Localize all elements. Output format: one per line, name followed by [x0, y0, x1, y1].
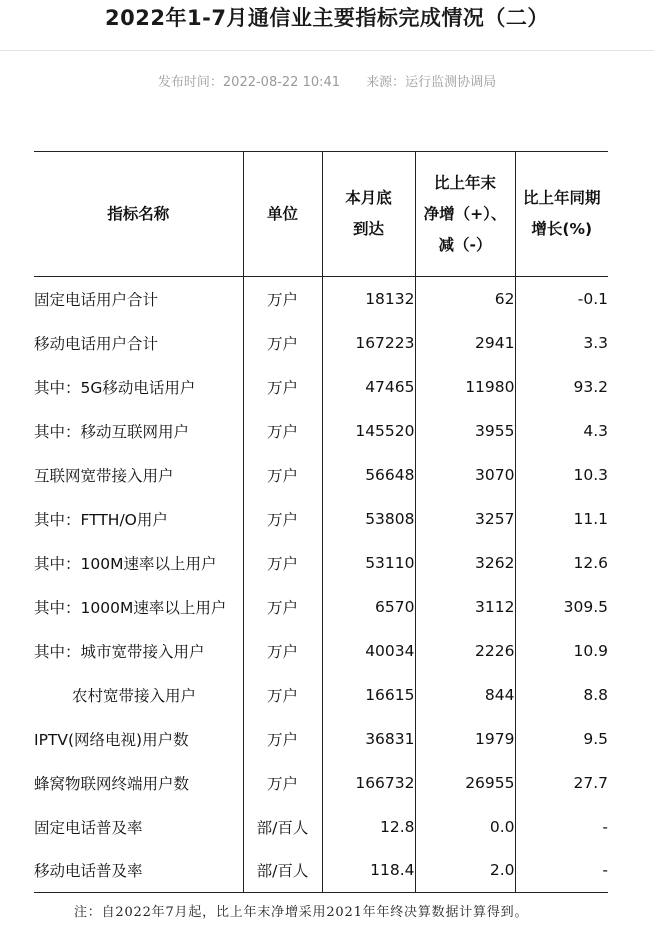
table-row	[34, 629, 608, 673]
unit-cell: 万户	[243, 409, 322, 453]
current-value: 118.4	[322, 849, 415, 893]
net-change-value: 3070	[415, 453, 515, 497]
net-change-value: 2226	[415, 629, 515, 673]
current-value: 167223	[322, 321, 415, 365]
page-title: 2022年1-7月通信业主要指标完成情况（二）	[105, 6, 549, 30]
table-row	[34, 717, 608, 761]
net-change-value: 62	[415, 277, 515, 321]
current-value: 18132	[322, 277, 415, 321]
table-row	[34, 365, 608, 409]
current-value: 56648	[322, 453, 415, 497]
unit-cell: 万户	[243, 453, 322, 497]
indicator-name: 固定电话普及率	[34, 818, 143, 837]
yoy-growth-value: -0.1	[515, 277, 608, 321]
header-unit: 单位	[243, 152, 322, 277]
net-change-value: 844	[415, 673, 515, 717]
article-meta	[0, 71, 654, 90]
indicator-name: IPTV(网络电视)用户数	[34, 730, 189, 749]
table-row	[34, 277, 608, 321]
yoy-growth-value: 8.8	[515, 673, 608, 717]
net-change-value: 0.0	[415, 805, 515, 849]
indicator-name: 其中：5G移动电话用户	[34, 378, 196, 397]
indicator-table	[34, 151, 608, 893]
unit-cell: 万户	[243, 717, 322, 761]
header-name: 指标名称	[34, 152, 243, 277]
net-change-value: 3262	[415, 541, 515, 585]
table-row	[34, 497, 608, 541]
unit-cell: 万户	[243, 365, 322, 409]
table-row	[34, 409, 608, 453]
yoy-growth-value: 11.1	[515, 497, 608, 541]
unit-cell: 部/百人	[243, 849, 322, 893]
net-change-value: 3955	[415, 409, 515, 453]
title-divider	[0, 50, 654, 51]
unit-cell: 万户	[243, 497, 322, 541]
current-value: 36831	[322, 717, 415, 761]
table-body	[34, 277, 608, 893]
net-change-value: 26955	[415, 761, 515, 805]
unit-cell: 部/百人	[243, 805, 322, 849]
header-net-change: 比上年末 净增（+）、 减（-）	[415, 152, 515, 277]
header-yoy: 比上年同期 增长(%)	[515, 152, 608, 277]
unit-cell: 万户	[243, 629, 322, 673]
indicator-name: 移动电话用户合计	[34, 334, 159, 353]
indicator-name: 蜂窝物联网终端用户数	[34, 774, 190, 793]
yoy-growth-value: 10.9	[515, 629, 608, 673]
indicator-name: 其中：移动互联网用户	[34, 422, 190, 441]
footnote: 注：自2022年7月起，比上年末净增采用2021年年终决算数据计算得到。	[74, 905, 529, 920]
current-value: 53110	[322, 541, 415, 585]
indicator-name: 其中：城市宽带接入用户	[34, 642, 205, 661]
yoy-growth-value: -	[515, 805, 608, 849]
indicator-name: 固定电话用户合计	[34, 290, 159, 309]
current-value: 166732	[322, 761, 415, 805]
current-value: 145520	[322, 409, 415, 453]
net-change-value: 2.0	[415, 849, 515, 893]
net-change-value: 3257	[415, 497, 515, 541]
yoy-growth-value: 10.3	[515, 453, 608, 497]
yoy-growth-value: 3.3	[515, 321, 608, 365]
indicator-name: 其中：100M速率以上用户	[34, 554, 217, 573]
net-change-value: 2941	[415, 321, 515, 365]
current-value: 16615	[322, 673, 415, 717]
table-row	[34, 673, 608, 717]
source-label: 来源：运行监测协调局	[366, 75, 497, 90]
yoy-growth-value: 12.6	[515, 541, 608, 585]
indicator-name: 农村宽带接入用户	[72, 686, 197, 705]
unit-cell: 万户	[243, 673, 322, 717]
net-change-value: 11980	[415, 365, 515, 409]
current-value: 53808	[322, 497, 415, 541]
table-header-row	[34, 152, 608, 277]
unit-cell: 万户	[243, 541, 322, 585]
header-current: 本月底 到达	[322, 152, 415, 277]
unit-cell: 万户	[243, 321, 322, 365]
yoy-growth-value: 4.3	[515, 409, 608, 453]
yoy-growth-value: 27.7	[515, 761, 608, 805]
yoy-growth-value: -	[515, 849, 608, 893]
net-change-value: 1979	[415, 717, 515, 761]
current-value: 12.8	[322, 805, 415, 849]
indicator-name: 其中：1000M速率以上用户	[34, 598, 227, 617]
table-row	[34, 761, 608, 805]
unit-cell: 万户	[243, 277, 322, 321]
indicator-name: 其中：FTTH/O用户	[34, 510, 168, 529]
table-row	[34, 321, 608, 365]
current-value: 6570	[322, 585, 415, 629]
table-row	[34, 849, 608, 893]
current-value: 40034	[322, 629, 415, 673]
yoy-growth-value: 9.5	[515, 717, 608, 761]
table-row	[34, 805, 608, 849]
indicator-name: 移动电话普及率	[34, 849, 243, 893]
table-row	[34, 585, 608, 629]
yoy-growth-value: 93.2	[515, 365, 608, 409]
net-change-value: 3112	[415, 585, 515, 629]
current-value: 47465	[322, 365, 415, 409]
unit-cell: 万户	[243, 585, 322, 629]
yoy-growth-value: 309.5	[515, 585, 608, 629]
table-row	[34, 453, 608, 497]
indicator-name: 互联网宽带接入用户	[34, 466, 174, 485]
unit-cell: 万户	[243, 761, 322, 805]
table-row	[34, 541, 608, 585]
publish-time: 发布时间：2022-08-22 10:41	[157, 75, 341, 90]
